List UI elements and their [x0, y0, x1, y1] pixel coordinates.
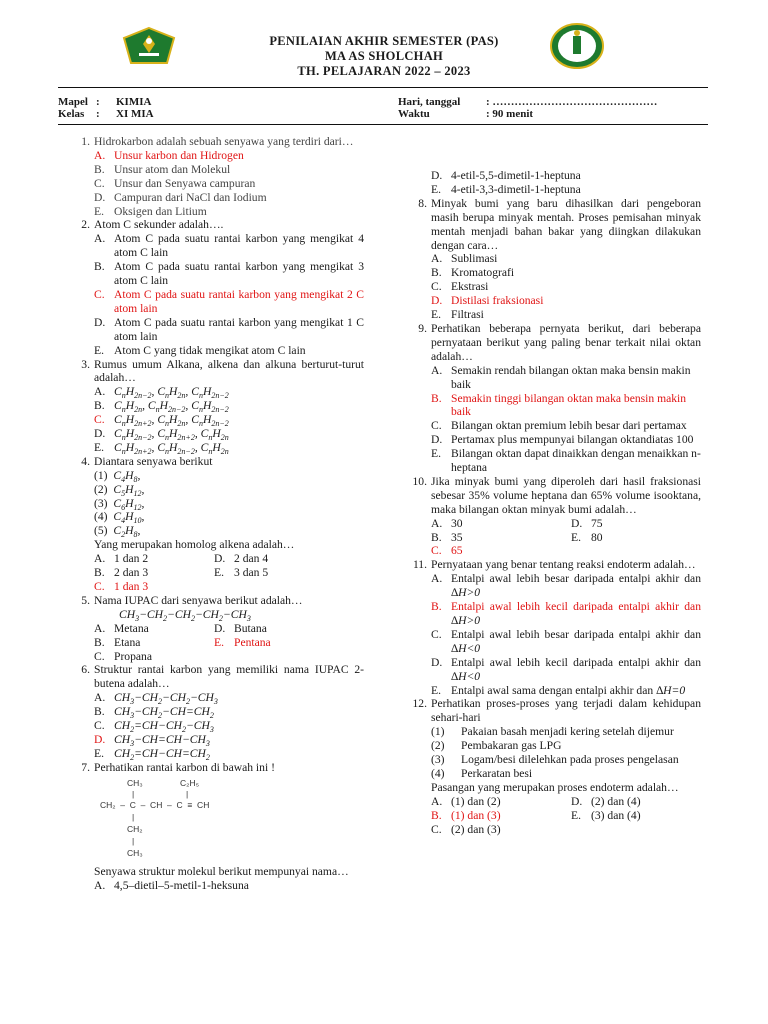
question-3: 3. Rumus umum Alkana, alkena dan alkuna berturut-turut adalah…: [81, 357, 364, 385]
schedule-info: [398, 96, 657, 120]
left-column: [64, 135, 364, 893]
mapel-label: Mapel: [58, 96, 88, 108]
q12-statement-4: (4) Perkaratan besi: [431, 766, 533, 780]
q8-option-c: C. Ekstrasi: [431, 280, 489, 294]
q5-option-d: D. Butana: [214, 621, 267, 635]
q2-option-b: B. Atom C pada suatu rantai karbon yang mengikat 3 atom C lain: [94, 260, 364, 288]
q7-option-d: D. 4-etil-5,5-dimetil-1-heptuna: [431, 169, 581, 182]
q5-option-c: C. Propana: [94, 649, 152, 663]
q10-option-b: B. 35: [431, 530, 463, 544]
q6-option-d: D. $CH_3-CH=CH-CH_3$: [94, 732, 210, 748]
q7-main-chain: CH₂ – C – CH – C ≡ CH: [100, 799, 210, 810]
q8-option-d: D. Distilasi fraksionasi: [431, 294, 544, 308]
info-divider: [58, 124, 708, 125]
q2-option-d: D. Atom C pada suatu rantai karbon yang mengikat 1 C atom lain: [94, 315, 364, 343]
q11-option-d: D. Entalpi awal lebih kecil daripada entalpi akhir dan ∆H<0: [431, 655, 701, 683]
hari-label: Hari, tanggal: [398, 96, 461, 108]
question-6: 6. Struktur rantai karbon yang memiliki nama IUPAC 2-butena adalah…: [81, 663, 364, 691]
q5-option-e: E. Pentana: [214, 635, 271, 649]
q2-option-c: C. Atom C pada suatu rantai karbon yang mengikat 2 C atom lain: [94, 287, 364, 315]
kelas-label: Kelas: [58, 108, 85, 120]
question-1: 1. Hidrokarbon adalah sebuah senyawa yang terdiri dari…: [81, 135, 354, 148]
q3-option-e: E. $C_nH_{2n+2}$, $C_nH_{2n-2}$, $C_nH_{2n}$: [94, 440, 229, 456]
q7-option-e: E. 4-etil-3,3-dimetil-1-heptuna: [431, 182, 581, 196]
q12-option-d: D. (2) dan (4): [571, 794, 641, 808]
academic-year: TH. PELAJARAN 2022 – 2023: [297, 64, 471, 78]
q12-option-e: E. (3) dan (4): [571, 808, 641, 822]
question-5: 5. Nama IUPAC dari senyawa berikut adalah…: [81, 593, 303, 607]
q3-option-c: C. $C_nH_{2n+2}$, $C_nH_{2n}$, $C_nH_{2n-2}$: [94, 413, 229, 429]
question-12: 12. Perhatikan proses-proses yang terjadi dalam kehidupan sehari-hari: [412, 697, 701, 725]
question-2: 2. Atom C sekunder adalah….: [81, 218, 224, 232]
q10-option-c: C. 65: [431, 544, 463, 558]
q9-option-c: C. Bilangan oktan premium lebih besar dari pertamax: [431, 419, 687, 433]
subject-info: Mapel : KIMIA Kelas : XI MIA: [58, 96, 154, 120]
q8-option-e: E. Filtrasi: [431, 308, 484, 322]
q3-option-b: B. $C_nH_{2n}$, $C_nH_{2n-2}$, $C_nH_{2n-2}$: [94, 399, 229, 415]
question-11: 11. Pernyataan yang benar tentang reaksi endoterm adalah…: [412, 558, 696, 572]
question-8: 8. Minyak bumi yang baru dihasilkan dari pengeboran masih berupa minyak mentah. Proses pemisahan minyak mentah menjadi bahan bakar yang diingkan dilakukan dengan cara…: [418, 196, 701, 252]
q1-option-a: A. Unsur karbon dan Hidrogen: [94, 148, 244, 162]
q12-option-a: A. (1) dan (2): [431, 794, 501, 808]
q4-option-d: D. 2 dan 4: [214, 552, 269, 566]
q9-option-e: E. Bilangan oktan dapat dinaikkan dengan menaikkan n-heptana: [431, 447, 701, 475]
q4-compound-4: (4) $C_4H_{10}$,: [94, 510, 145, 526]
kelas-value: XI MIA: [116, 108, 154, 120]
q8-option-a: A. Sublimasi: [431, 252, 498, 266]
waktu-value: : 90 menit: [486, 108, 534, 120]
q11-option-b: B. Entalpi awal lebih kecil daripada entalpi akhir dan ∆H>0: [431, 600, 701, 627]
q9-option-b: B. Semakin tinggi bilangan oktan maka bensin makin baik: [431, 391, 687, 419]
school-name: MA AS SHOLCHAH: [324, 49, 444, 63]
q3-option-d: D. $C_nH_{2n-2}$, $C_nH_{2n+2}$, $C_nH_{2n}$: [94, 427, 229, 443]
q1-option-d: D. Campuran dari NaCl dan Iodium: [94, 190, 267, 204]
question-9: 9. Perhatikan beberapa pernyata berikut, dari beberapa pernyataan berikut yang paling benar terkait nilai oktan adalah…: [418, 321, 701, 363]
right-column: [401, 169, 701, 837]
q8-option-b: B. Kromatografi: [431, 266, 515, 280]
q6-option-e: E. $CH_2=CH-CH=CH_2$: [94, 746, 210, 762]
q4-compound-1: (1) $C_4H_8$,: [94, 468, 141, 484]
q12-statement-2: (2) Pembakaran gas LPG: [431, 739, 562, 753]
q6-option-b: B. $CH_3-CH_2-CH=CH_2$: [94, 705, 214, 721]
q12-statement-1: (1) Pakaian basah menjadi kering setelah dijemur: [431, 725, 674, 739]
q5-formula: $CH_3-CH_2-CH_2-CH_2-CH_3$: [119, 607, 251, 623]
q4-compound-5: (5) $C_2H_8$,: [94, 524, 141, 540]
hari-value: : ………………………………………: [486, 96, 658, 108]
q7-structure: CH₃ C₂H₅ | | CH₂ – C – CH – C ≡ CH | CH₂ | CH₃: [100, 777, 210, 858]
q4-option-c: C. 1 dan 3: [94, 580, 149, 593]
question-4: 4. Diantara senyawa berikut: [81, 454, 213, 468]
q1-option-e: E. Oksigen dan Litium: [94, 204, 207, 218]
q4-compound-3: (3) $C_6H_{12}$,: [94, 496, 145, 512]
q5-option-b: B. Etana: [94, 635, 141, 649]
q1-option-c: C. Unsur dan Senyawa campuran: [94, 176, 256, 190]
q4-option-a: A. 1 dan 2: [94, 552, 149, 566]
q3-option-a: A. $C_nH_{2n-2}$, $C_nH_{2n}$, $C_nH_{2n-2}$: [94, 385, 229, 401]
q4-option-e: E. 3 dan 5: [214, 566, 269, 580]
q6-option-a: A. $CH_3-CH_2-CH_2-CH_3$: [94, 691, 218, 707]
waktu-label: Waktu: [398, 108, 430, 120]
question-7: 7. Perhatikan rantai karbon di bawah ini !: [81, 760, 275, 774]
q4-ask: Yang merupakan homolog alkena adalah…: [94, 538, 295, 552]
q12-ask: Pasangan yang merupakan proses endoterm adalah…: [431, 780, 679, 794]
q10-option-e: E. 80: [571, 530, 603, 544]
q12-option-b: B. (1) dan (3): [431, 808, 501, 822]
q11-option-a: A. Entalpi awal lebih besar daripada entalpi akhir dan ∆H>0: [431, 572, 701, 600]
question-10: 10. Jika minyak bumi yang diperoleh dari hasil fraksionasi sebesar 35% volume heptana dan 65% volume isooktana, maka bilangan oktan minyak bumi adalah…: [412, 474, 701, 516]
q7-ask: Senyawa struktur molekul berikut mempunyai nama…: [94, 864, 349, 878]
q9-option-a: A. Semakin rendah bilangan oktan maka bensin makin baik: [431, 363, 691, 391]
q1-option-b: B. Unsur atom dan Molekul: [94, 162, 231, 176]
q5-option-a: A. Metana: [94, 621, 149, 635]
q9-option-d: D. Pertamax plus mempunyai bilangan oktandiatas 100: [431, 433, 694, 447]
q10-option-a: A. 30: [431, 516, 463, 530]
q4-option-b: B. 2 dan 3: [94, 566, 149, 580]
mapel-value: KIMIA: [116, 96, 152, 108]
exam-header: [0, 34, 768, 79]
exam-title: PENILAIAN AKHIR SEMESTER (PAS): [269, 34, 499, 48]
q2-option-e: E. Atom C yang tidak mengikat atom C lain: [94, 343, 306, 357]
q12-option-c: C. (2) dan (3): [431, 822, 501, 836]
q6-option-c: C. $CH_2=CH-CH_2-CH_3$: [94, 719, 214, 735]
q11-option-c: C. Entalpi awal lebih besar daripada entalpi akhir dan ∆H<0: [431, 627, 701, 655]
q4-compound-2: (2) $C_5H_{12}$,: [94, 482, 145, 498]
q10-option-d: D. 75: [571, 516, 603, 530]
q7-option-a: A. 4,5–dietil–5-metil-1-heksuna: [94, 878, 249, 892]
q11-option-e: E. Entalpi awal sama dengan entalpi akhir dan ∆H=0: [431, 683, 686, 697]
q2-option-a: A. Atom C pada suatu rantai karbon yang mengikat 4 atom C lain: [94, 232, 364, 260]
header-divider: [58, 87, 708, 88]
q12-statement-3: (3) Logam/besi dilelehkan pada proses pengelasan: [431, 753, 679, 767]
